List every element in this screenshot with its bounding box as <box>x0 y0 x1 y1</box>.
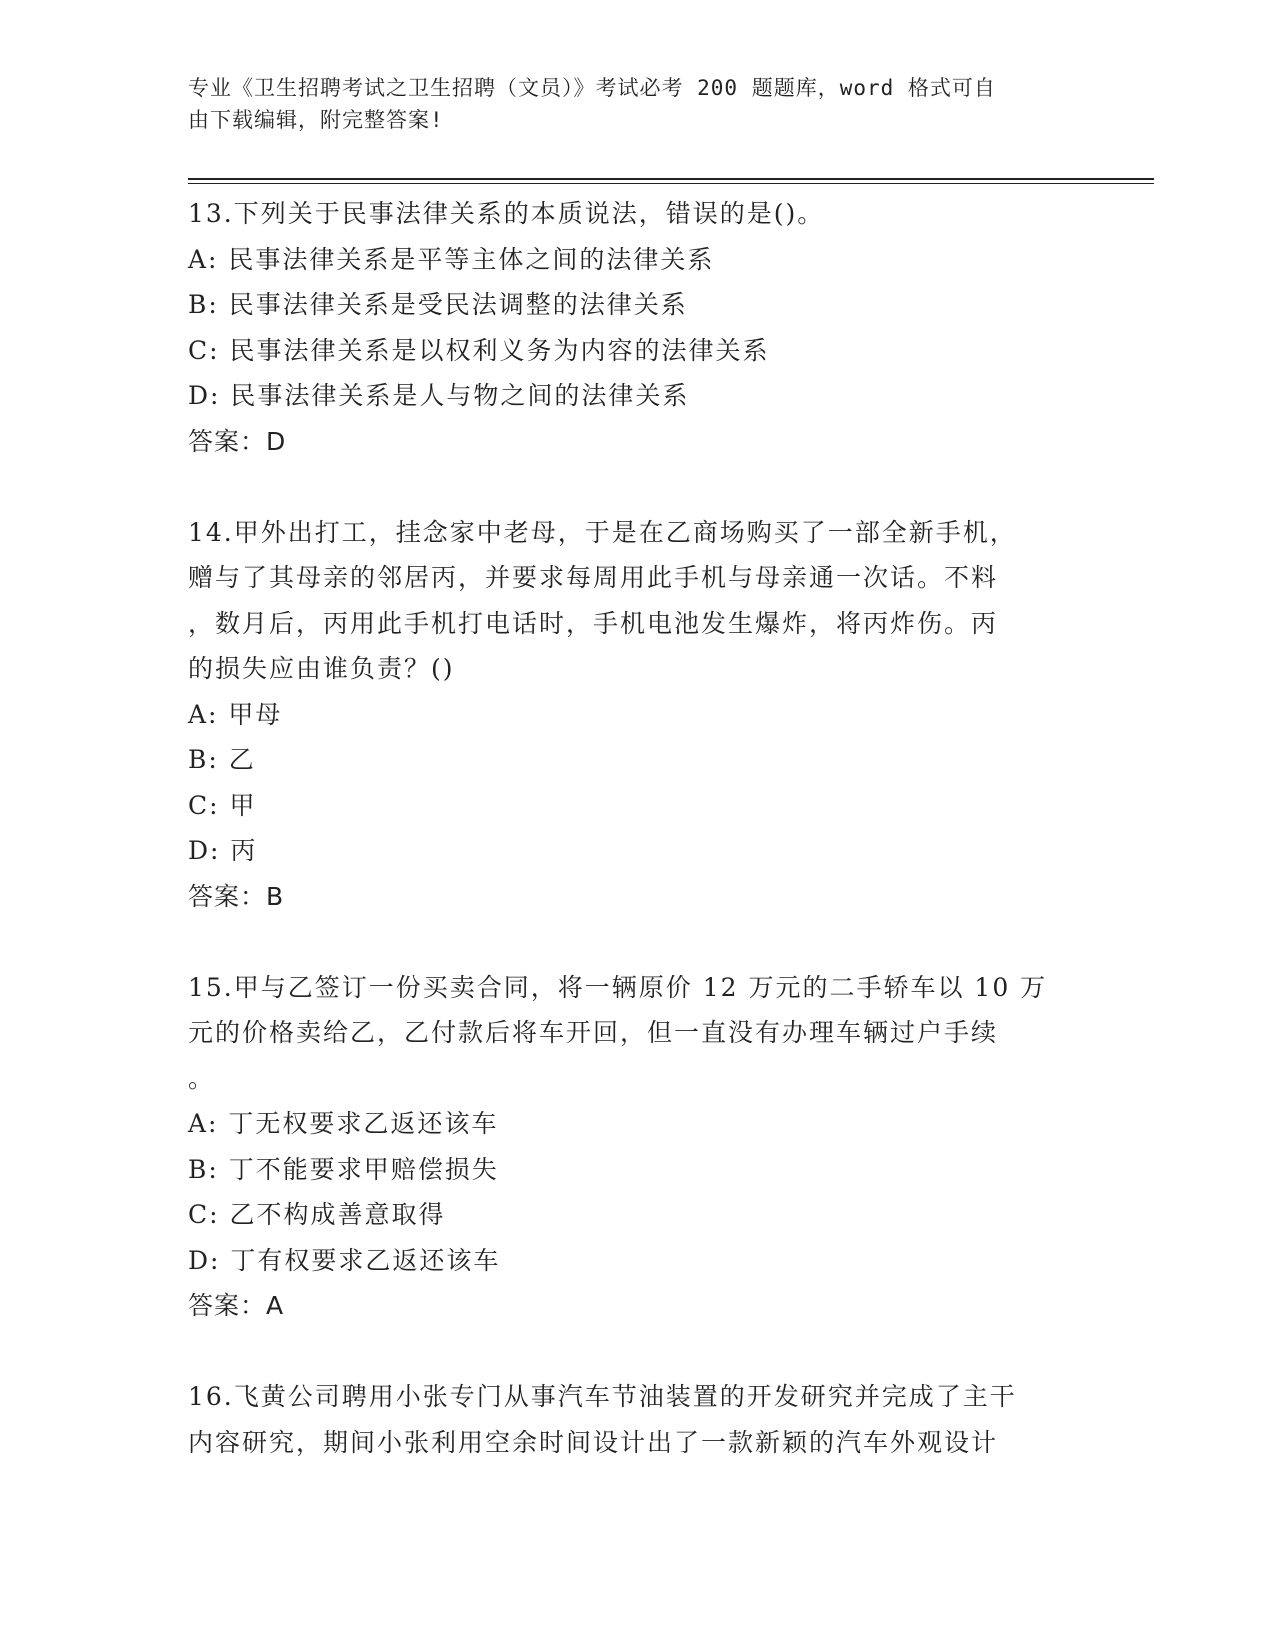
question-stem: 赠与了其母亲的邻居丙，并要求每周用此手机与母亲通一次话。不料 <box>188 563 999 592</box>
question-stem: 13.下列关于民事法律关系的本质说法，错误的是()。 <box>188 199 825 228</box>
header-rule-thick <box>188 178 1154 180</box>
option-c: C: 乙不构成善意取得 <box>188 1200 446 1229</box>
option-c: C: 甲 <box>188 790 257 820</box>
question-spacer <box>188 1329 1088 1375</box>
question-14 <box>188 510 1088 920</box>
option-c: C: 民事法律关系是以权利义务为内容的法律关系 <box>188 335 770 365</box>
option-b: B: 乙 <box>188 745 256 774</box>
document-header <box>188 72 1068 136</box>
question-stem: 14.甲外出打工，挂念家中老母，于是在乙商场购买了一部全新手机， <box>188 517 1017 547</box>
option-d: D: 丁有权要求乙返还该车 <box>188 1245 501 1275</box>
answer-label: 答案：A <box>188 1291 285 1320</box>
option-d: D: 丙 <box>188 836 258 865</box>
question-stem: ，数月后，丙用此手机打电话时，手机电池发生爆炸，将丙炸伤。丙 <box>188 608 999 638</box>
question-stem: 15.甲与乙签订一份买卖合同，将一辆原价 12 万元的二手轿车以 10 万 <box>188 972 1048 1002</box>
question-stem: 内容研究，期间小张利用空余时间设计出了一款新颖的汽车外观设计 <box>188 1427 999 1457</box>
question-15 <box>188 965 1088 1329</box>
question-stem: 元的价格卖给乙，乙付款后将车开回，但一直没有办理车辆过户手续 <box>188 1018 999 1047</box>
question-stem: 。 <box>188 1063 216 1093</box>
option-a: A: 甲母 <box>188 699 283 729</box>
header-rule-thin <box>188 183 1154 184</box>
question-stem: 的损失应由谁负责？() <box>188 654 455 683</box>
header-line-1: 专业《卫生招聘考试之卫生招聘（文员）》考试必考 200 题题库，word 格式可自 <box>188 76 996 100</box>
question-13 <box>188 191 1088 464</box>
option-b: B: 丁不能要求甲赔偿损失 <box>188 1154 499 1184</box>
question-stem: 16.飞黄公司聘用小张专门从事汽车节油装置的开发研究并完成了主干 <box>188 1382 1017 1411</box>
question-spacer <box>188 464 1088 510</box>
option-a: A: 丁无权要求乙返还该车 <box>188 1109 499 1138</box>
question-list <box>188 191 1088 1465</box>
question-spacer <box>188 919 1088 965</box>
option-a: A: 民事法律关系是平等主体之间的法律关系 <box>188 244 715 274</box>
answer-label: 答案：B <box>188 881 285 911</box>
answer-label: 答案：D <box>188 426 287 456</box>
option-b: B: 民事法律关系是受民法调整的法律关系 <box>188 290 688 319</box>
question-16 <box>188 1374 1088 1465</box>
option-d: D: 民事法律关系是人与物之间的法律关系 <box>188 381 690 410</box>
header-line-2: 由下载编辑，附完整答案! <box>188 108 444 132</box>
